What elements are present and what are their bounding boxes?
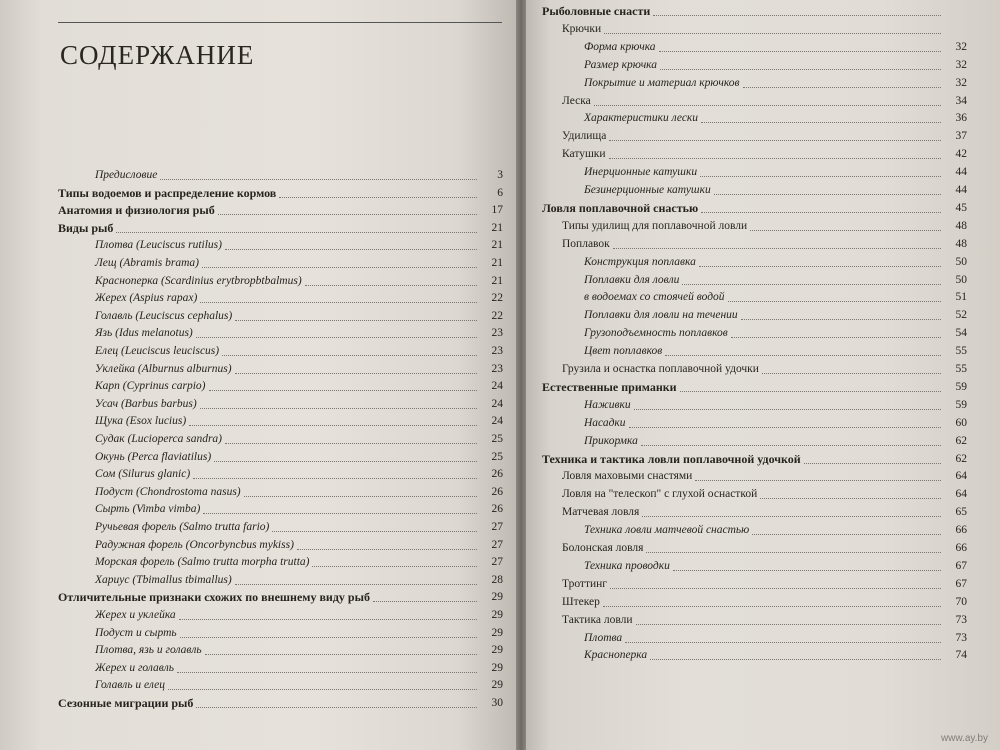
toc-entry-page: 21 xyxy=(491,257,503,269)
toc-entry xyxy=(95,661,503,675)
dot-leader xyxy=(160,179,477,180)
toc-entry-page: 26 xyxy=(491,485,503,498)
dot-leader xyxy=(189,425,477,426)
dot-leader xyxy=(642,516,941,517)
toc-entry-title: Насадки xyxy=(584,416,626,429)
toc-entry-page: 27 xyxy=(491,521,503,533)
dot-leader xyxy=(760,498,941,499)
dot-leader xyxy=(728,301,941,302)
toc-entry-title: Покрытие и материал крючков xyxy=(584,76,740,89)
toc-entry xyxy=(584,40,967,54)
dot-leader xyxy=(701,212,941,213)
dot-leader xyxy=(610,588,941,589)
toc-entry-page: 62 xyxy=(955,434,967,447)
toc-entry xyxy=(542,380,967,394)
toc-entry xyxy=(58,221,503,235)
toc-entry-title: Крючки xyxy=(562,22,602,35)
toc-entry-page: 48 xyxy=(955,219,967,232)
toc-entry-page: 22 xyxy=(491,309,503,322)
dot-leader xyxy=(641,445,941,446)
toc-entry-title: Язь (Idus melanotus) xyxy=(95,327,193,340)
toc-entry-page: 21 xyxy=(491,239,503,252)
toc-entry xyxy=(95,555,503,569)
dot-leader xyxy=(225,443,477,444)
toc-entry-page: 23 xyxy=(491,327,503,340)
toc-entry-title: Плотва xyxy=(584,631,623,644)
toc-entry-title: Сырть (Vimba vimba) xyxy=(95,503,201,516)
toc-entry xyxy=(562,237,967,251)
toc-entry-title: Грузила и оснастка поплавочной удочки xyxy=(562,363,759,375)
toc-entry xyxy=(95,485,503,499)
toc-entry-page: 6 xyxy=(497,186,503,199)
toc-entry xyxy=(584,416,967,430)
toc-entry-page: 29 xyxy=(491,626,503,639)
toc-entry-page: 37 xyxy=(955,130,967,143)
toc-entry-title: Поплавок xyxy=(562,237,610,250)
dot-leader xyxy=(209,390,477,391)
toc-entry xyxy=(58,186,503,200)
toc-entry-title: Рыболовные снасти xyxy=(542,4,651,18)
dot-leader xyxy=(373,601,477,602)
dot-leader xyxy=(646,552,941,553)
toc-entry-title: Техника ловли матчевой снастью xyxy=(584,524,750,537)
dot-leader xyxy=(695,480,941,481)
toc-entry-title: Характеристики лески xyxy=(584,112,699,125)
toc-entry xyxy=(584,398,967,412)
dot-leader xyxy=(750,230,941,231)
dot-leader xyxy=(218,214,477,215)
dot-leader xyxy=(214,461,477,462)
dot-leader xyxy=(225,249,477,250)
dot-leader xyxy=(168,689,477,690)
toc-entry-title: Хариус (Tbimallus tbimallus) xyxy=(95,573,232,586)
toc-entry-page: 36 xyxy=(955,112,967,125)
toc-entry-title: Тактика ловли xyxy=(562,613,633,626)
toc-entry-page: 22 xyxy=(491,292,503,305)
dot-leader xyxy=(235,373,477,374)
toc-entry-title: Типы удилищ для поплавочной ловли xyxy=(562,219,748,232)
toc-entry-page: 23 xyxy=(491,345,503,357)
toc-entry xyxy=(95,643,503,657)
toc-entry-title: Размер крючка xyxy=(584,58,658,71)
dot-leader xyxy=(714,194,941,195)
dot-leader xyxy=(297,549,477,550)
dot-leader xyxy=(279,197,477,198)
toc-entry xyxy=(562,613,967,627)
dot-leader xyxy=(699,266,941,267)
toc-entry-page: 50 xyxy=(955,273,967,286)
toc-entry xyxy=(584,290,967,304)
toc-entry xyxy=(584,165,967,179)
toc-entry xyxy=(542,452,967,466)
toc-entry-page: 32 xyxy=(955,76,967,89)
toc-entry-page: 65 xyxy=(955,506,967,519)
dot-leader xyxy=(636,624,941,625)
page-title: СОДЕРЖАНИЕ xyxy=(60,40,255,70)
toc-entry xyxy=(584,523,967,537)
toc-entry xyxy=(584,648,967,662)
dot-leader xyxy=(609,140,941,141)
toc-entry-page: 64 xyxy=(955,488,967,501)
toc-entry-page: 62 xyxy=(955,452,967,465)
toc-entry-page: 52 xyxy=(955,309,967,322)
toc-entry-title: Форма крючка xyxy=(584,40,656,53)
toc-entry-title: Болонская ловля xyxy=(562,542,644,554)
toc-entry-title: Катушки xyxy=(562,148,606,161)
dot-leader xyxy=(680,391,941,392)
dot-leader xyxy=(625,642,941,643)
toc-entry xyxy=(95,467,503,481)
toc-entry-page: 24 xyxy=(491,415,503,428)
toc-entry-page: 21 xyxy=(491,274,503,287)
toc-entry-page: 32 xyxy=(955,40,967,53)
toc-entry-page: 45 xyxy=(955,201,967,214)
toc-entry xyxy=(562,129,967,143)
toc-entry-page: 66 xyxy=(955,542,967,554)
toc-entry xyxy=(584,308,967,322)
toc-entry xyxy=(584,559,967,573)
toc-entry xyxy=(584,344,967,358)
watermark: www.ay.by xyxy=(940,733,988,744)
dot-leader xyxy=(731,337,941,338)
dot-leader xyxy=(305,285,477,286)
toc-entry-page: 73 xyxy=(955,613,967,626)
dot-leader xyxy=(200,302,477,303)
dot-leader xyxy=(235,584,477,585)
toc-entry xyxy=(95,538,503,552)
toc-entry-page: 55 xyxy=(955,345,967,358)
toc-entry xyxy=(584,76,967,90)
toc-entry xyxy=(58,696,503,710)
toc-entry-title: Радужная форель (Oncorbyncbus mykiss) xyxy=(95,538,294,551)
toc-entry-title: Техника проводки xyxy=(584,559,670,572)
toc-entry xyxy=(562,577,967,591)
toc-entry-title: Штекер xyxy=(562,595,600,608)
toc-entry-title: Красноперка (Scardinius erytbropbtbalmus) xyxy=(95,274,302,287)
toc-entry-title: Судак (Lucioperca sandra) xyxy=(95,433,222,445)
toc-entry-title: Техника и тактика ловли поплавочной удочкой xyxy=(542,451,801,466)
dot-leader xyxy=(205,654,477,655)
toc-entry-title: Предисловие xyxy=(95,169,158,181)
toc-entry-title: Жерех и уклейка xyxy=(95,609,176,621)
toc-entry-page: 70 xyxy=(955,595,967,608)
toc-entry-page: 48 xyxy=(955,237,967,250)
dot-leader xyxy=(222,355,477,356)
toc-entry-title: Грузоподъемность поплавков xyxy=(584,327,728,340)
toc-entry-title: Усач (Barbus barbus) xyxy=(95,397,197,410)
toc-entry xyxy=(584,255,967,269)
toc-entry-page: 67 xyxy=(955,559,967,572)
toc-entry-page: 64 xyxy=(955,470,967,483)
toc-entry xyxy=(95,432,503,446)
right-page xyxy=(522,0,1000,750)
toc-entry-title: Цвет поплавков xyxy=(584,345,663,358)
toc-entry xyxy=(562,219,967,233)
toc-entry-title: Елец (Leuciscus leuciscus) xyxy=(95,345,220,357)
toc-entry-title: Лещ (Abramis brama) xyxy=(95,257,199,269)
toc-entry xyxy=(95,397,503,411)
toc-entry xyxy=(95,238,503,252)
dot-leader xyxy=(673,570,941,571)
dot-leader xyxy=(235,320,477,321)
toc-entry xyxy=(584,111,967,125)
dot-leader xyxy=(665,355,941,356)
dot-leader xyxy=(743,87,941,88)
toc-entry-title: Ручьевая форель (Salmo trutta fario) xyxy=(95,521,270,533)
toc-entry-title: Леска xyxy=(562,94,591,107)
dot-leader xyxy=(179,619,477,620)
toc-entry-title: Естественные приманки xyxy=(542,379,677,394)
toc-entry-page: 24 xyxy=(491,380,503,393)
toc-entry-page: 50 xyxy=(955,255,967,268)
toc-entry-title: Подуст и сырть xyxy=(95,626,177,639)
toc-entry-page: 27 xyxy=(491,556,503,569)
toc-entry-title: Голавль (Leuciscus cephalus) xyxy=(95,309,233,322)
toc-entry-page: 59 xyxy=(955,380,967,393)
toc-entry-page: 51 xyxy=(955,291,967,304)
toc-entry-page: 26 xyxy=(491,468,503,481)
toc-entry xyxy=(95,379,503,393)
dot-leader xyxy=(634,409,941,410)
toc-entry xyxy=(95,520,503,534)
dot-leader xyxy=(659,51,941,52)
toc-entry-page: 30 xyxy=(491,697,503,709)
toc-entry-title: Плотва (Leuciscus rutilus) xyxy=(95,239,222,252)
dot-leader xyxy=(609,158,941,159)
dot-leader xyxy=(752,534,941,535)
toc-entry-title: Типы водоемов и распределение кормов xyxy=(58,185,277,200)
toc-entry-page: 29 xyxy=(491,644,503,657)
dot-leader xyxy=(594,105,941,106)
dot-leader xyxy=(629,427,941,428)
toc-entry-title: Сом (Silurus glanic) xyxy=(95,468,191,481)
toc-entry-page: 34 xyxy=(955,94,967,107)
toc-entry-page: 25 xyxy=(491,450,503,463)
toc-entry xyxy=(562,595,967,609)
toc-entry xyxy=(95,291,503,305)
toc-entry xyxy=(95,450,503,464)
dot-leader xyxy=(202,267,477,268)
toc-entry-title: Жерех и голавль xyxy=(95,661,175,674)
toc-entry xyxy=(58,203,503,217)
dot-leader xyxy=(200,408,477,409)
dot-leader xyxy=(653,15,941,16)
toc-entry-page: 29 xyxy=(491,661,503,674)
dot-leader xyxy=(196,337,477,338)
dot-leader xyxy=(193,478,477,479)
toc-entry xyxy=(95,309,503,323)
toc-entry xyxy=(95,256,503,270)
toc-entry-title: Наживки xyxy=(584,398,631,411)
toc-entry xyxy=(542,201,967,215)
toc-entry-title: в водоемах со стоячей водой xyxy=(584,291,725,304)
toc-entry xyxy=(95,626,503,640)
toc-entry-page: 59 xyxy=(955,398,967,411)
toc-entry-title: Карп (Cyprinus carpio) xyxy=(95,380,206,393)
toc-entry xyxy=(562,362,967,376)
toc-entry-page: 26 xyxy=(491,503,503,516)
toc-entry xyxy=(58,590,503,604)
toc-entry-title: Поплавки для ловли на течении xyxy=(584,309,738,322)
toc-entry-page: 32 xyxy=(955,58,967,71)
toc-entry-title: Красноперка xyxy=(584,649,648,662)
toc-entry xyxy=(584,326,967,340)
toc-entry xyxy=(95,414,503,428)
toc-entry-page: 44 xyxy=(955,166,967,179)
toc-entry-title: Подуст (Chondrostoma nasus) xyxy=(95,485,241,498)
dot-leader xyxy=(762,373,941,374)
toc-entry-page: 73 xyxy=(955,631,967,644)
toc-entry-title: Щука (Esox lucius) xyxy=(95,415,187,428)
toc-entry-title: Уклейка (Alburnus alburnus) xyxy=(95,362,232,375)
toc-entry-title: Окунь (Perca flaviatilus) xyxy=(95,450,212,463)
toc-entry xyxy=(95,362,503,376)
toc-entry-title: Жерех (Aspius rapax) xyxy=(95,292,198,305)
toc-entry-page: 66 xyxy=(955,524,967,537)
dot-leader xyxy=(682,284,941,285)
toc-entry-page: 23 xyxy=(491,362,503,375)
toc-entry-title: Плотва, язь и голавль xyxy=(95,644,202,657)
toc-entry xyxy=(95,168,503,182)
dot-leader xyxy=(244,496,477,497)
toc-entry-page: 44 xyxy=(955,184,967,196)
toc-entry xyxy=(584,631,967,645)
toc-entry-page: 24 xyxy=(491,397,503,410)
dot-leader xyxy=(804,463,941,464)
toc-entry xyxy=(562,541,967,555)
toc-entry xyxy=(562,505,967,519)
toc-entry xyxy=(584,58,967,72)
toc-entry xyxy=(584,183,967,197)
toc-entry-title: Отличительные признаки схожих по внешнему виду рыб xyxy=(58,590,370,605)
dot-leader xyxy=(650,659,941,660)
toc-entry-title: Виды рыб xyxy=(58,220,114,235)
toc-entry xyxy=(562,94,967,108)
dot-leader xyxy=(741,319,941,320)
dot-leader xyxy=(700,176,941,177)
toc-entry-page: 21 xyxy=(491,221,503,234)
toc-entry-title: Инерционные катушки xyxy=(584,166,698,179)
toc-entry xyxy=(562,147,967,161)
toc-entry-title: Ловля поплавочной снастью xyxy=(542,200,699,215)
toc-entry-page: 25 xyxy=(491,433,503,445)
toc-entry-page: 17 xyxy=(491,204,503,217)
toc-entry-page: 74 xyxy=(955,649,967,662)
dot-leader xyxy=(660,69,941,70)
toc-entry-page: 29 xyxy=(491,609,503,621)
toc-entry xyxy=(562,22,967,36)
toc-entry-page: 60 xyxy=(955,416,967,429)
toc-entry-title: Поплавки для ловли xyxy=(584,273,680,286)
toc-entry xyxy=(542,4,967,18)
toc-entry-title: Анатомия и физиология рыб xyxy=(58,203,215,218)
toc-entry-title: Безинерционные катушки xyxy=(584,184,711,196)
toc-entry-title: Голавль и елец xyxy=(95,679,166,692)
toc-entry-title: Прикормка xyxy=(584,434,638,447)
dot-leader xyxy=(613,248,941,249)
toc-entry-page: 42 xyxy=(955,148,967,161)
toc-entry-title: Троттинг xyxy=(562,577,608,590)
toc-entry-page: 55 xyxy=(955,363,967,375)
toc-entry xyxy=(95,274,503,288)
dot-leader xyxy=(272,531,477,532)
dot-leader xyxy=(196,707,477,708)
dot-leader xyxy=(701,122,941,123)
toc-entry-page: 3 xyxy=(497,169,503,181)
toc-entry xyxy=(584,434,967,448)
toc-entry-title: Морская форель (Salmo trutta morpha trutta) xyxy=(95,556,310,569)
toc-entry xyxy=(95,573,503,587)
toc-entry-page: 67 xyxy=(955,577,967,590)
dot-leader xyxy=(312,566,477,567)
toc-entry-title: Ловля на "телескоп" с глухой оснасткой xyxy=(562,488,758,501)
dot-leader xyxy=(116,232,477,233)
dot-leader xyxy=(180,637,477,638)
toc-entry-page: 28 xyxy=(491,573,503,586)
toc-entry xyxy=(584,273,967,287)
toc-entry-title: Удилища xyxy=(562,130,607,143)
top-rule xyxy=(58,22,502,23)
toc-entry-page: 54 xyxy=(955,327,967,340)
toc-entry-page: 29 xyxy=(491,679,503,692)
book-spine xyxy=(516,0,526,750)
toc-entry xyxy=(95,326,503,340)
dot-leader xyxy=(177,672,477,673)
dot-leader xyxy=(604,33,941,34)
dot-leader xyxy=(203,513,477,514)
toc-entry xyxy=(562,469,967,483)
toc-entry-page: 29 xyxy=(491,591,503,604)
toc-entry-title: Конструкция поплавка xyxy=(584,255,696,268)
toc-entry-page: 27 xyxy=(491,538,503,551)
toc-entry-title: Матчевая ловля xyxy=(562,506,640,519)
toc-entry-title: Ловля маховыми снастями xyxy=(562,470,693,483)
toc-entry xyxy=(95,608,503,622)
toc-entry xyxy=(562,487,967,501)
toc-entry xyxy=(95,678,503,692)
toc-entry xyxy=(95,502,503,516)
toc-entry xyxy=(95,344,503,358)
dot-leader xyxy=(603,606,941,607)
toc-entry-title: Сезонные миграции рыб xyxy=(58,696,194,710)
